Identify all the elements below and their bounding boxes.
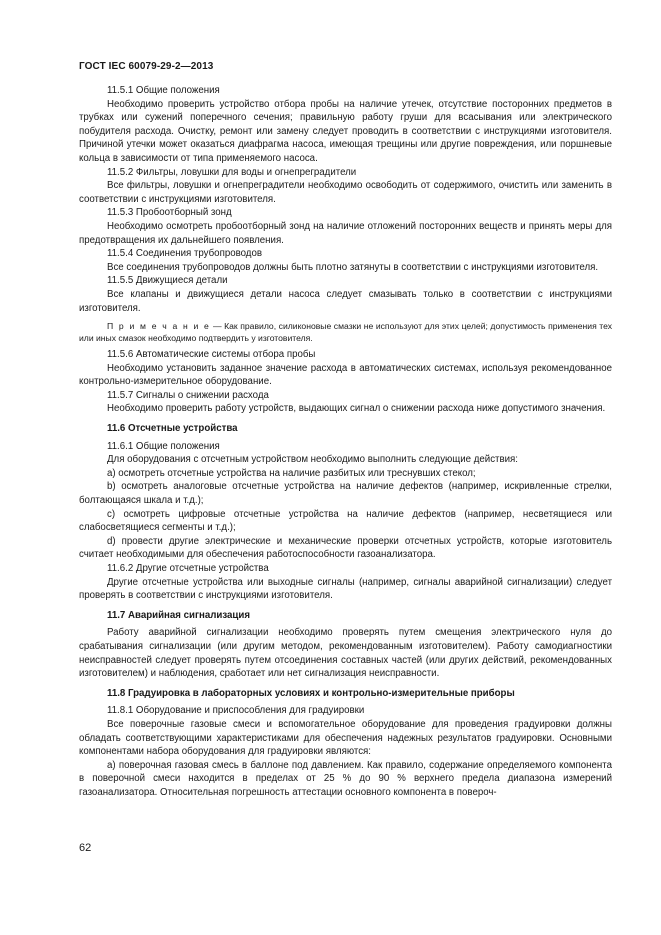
list-item-b: b) осмотреть аналоговые отсчетные устройства на наличие дефектов (например, искривленные стрелки, болтающаяся шкала и т.д.); [79,481,612,507]
list-item-a-calibration: a) поверочная газовая смесь в баллоне под давлением. Как правило, содержание определяемого компонента в поверочной смеси находится в пределах от 25 % до 90 % верхнего предела диапазона измерений газоанализатора. Относительная погрешность аттестации основного компонента в повероч- [79,759,612,798]
clause-heading-11-5-5: 11.5.5 Движущиеся детали [107,275,228,287]
clause-heading-11-5-7: 11.5.7 Сигналы о снижении расхода [107,389,269,401]
note [79,321,612,344]
clause-text-11-5-3: Необходимо осмотреть пробоотборный зонд на наличие отложений посторонних веществ и принять меры для предотвращения их дальнейшего появления. [79,220,612,246]
document-body [79,84,612,800]
clause-text-11-5-6: Необходимо установить заданное значение расхода в автоматических системах, используя рекомендованное контрольно-измерительное оборудование. [79,362,612,388]
note-label: П р и м е ч а н и е [107,321,211,332]
list-item-c: c) осмотреть цифровые отсчетные устройства на наличие дефектов (например, несветящиеся или слабосветящиеся сегменты и т.д.); [79,508,612,534]
clause-text-11-6-1: Для оборудования с отсчетным устройством необходимо выполнить следующие действия: [107,454,518,466]
clause-text-11-5-5: Все клапаны и движущиеся детали насоса следует смазывать только в соответствии с инструкциями изготовителя. [79,288,612,314]
clause-heading-11-5-4: 11.5.4 Соединения трубопроводов [107,248,262,260]
clause-text-11-5-1: Необходимо проверить устройство отбора пробы на наличие утечек, отсутствие посторонних предметов в трубках или сужений поперечного сечения; правильную работу груши для всасывания или электрического побудителя расхода. Очистку, ремонт или замену следует проводить в соответствии с инструкциями изготовителя. Причиной утечки может оказаться диафрагма насоса, имеющая трещины или другие повреждения, или поршневые кольца в зависимости от типа применяемого насоса. [79,98,612,164]
section-title-11-8: 11.8 Градуировка в лабораторных условиях и контрольно-измерительные приборы [107,687,515,699]
list-item-d: d) провести другие электрические и механические проверки отсчетных устройств, которые изготовитель считает необходимыми для обеспечения работоспособности газоанализатора. [79,535,612,561]
clause-heading-11-5-2: 11.5.2 Фильтры, ловушки для воды и огнепреградители [107,166,357,178]
clause-text-11-5-7: Необходимо проверить работу устройств, выдающих сигнал о снижении расхода ниже допустимого значения. [107,403,606,415]
clause-text-11-5-4: Все соединения трубопроводов должны быть плотно затянуты в соответствии с инструкциями изготовителя. [107,261,599,273]
list-item-a: a) осмотреть отсчетные устройства на наличие разбитых или треснувших стекол; [107,467,476,479]
clause-heading-11-5-3: 11.5.3 Пробоотборный зонд [107,207,232,219]
section-title-11-6: 11.6 Отсчетные устройства [107,423,238,435]
clause-heading-11-6-2: 11.6.2 Другие отсчетные устройства [107,563,269,574]
page-number: 62 [79,842,92,854]
clause-text-11-8-1: Все поверочные газовые смеси и вспомогательное оборудование для проведения градуировки должны обладать соответствующими характеристиками для обеспечения надежных результатов градуировки. Основными компонентами набора оборудования для градуировки являются: [79,718,612,758]
section-title-11-7: 11.7 Аварийная сигнализация [107,609,250,621]
clause-text-11-5-2: Все фильтры, ловушки и огнепреградители необходимо освободить от содержимого, очистить или заменить в соответствии с инструкциями изготовителя. [79,180,612,205]
clause-heading-11-5-6: 11.5.6 Автоматические системы отбора пробы [107,349,316,361]
document-header: ГОСТ IEC 60079-29-2—2013 [79,61,214,72]
clause-heading-11-8-1: 11.8.1 Оборудование и приспособления для градуировки [107,705,365,717]
clause-text-11-6-2: Другие отсчетные устройства или выходные сигналы (например, сигналы аварийной сигнализации) следует проверять в соответствии с инструкциями изготовителя. [79,576,612,602]
clause-heading-11-6-1: 11.6.1 Общие положения [107,440,220,452]
clause-text-11-7: Работу аварийной сигнализации необходимо проверять путем смещения электрического нуля до срабатывания сигнализации (или другим методом, рекомендованным изготовителем). Работу самодиагностики неисправностей следует проверять путем отсоединения составных частей (или других действий, рекомендованных изготовителем) и наблюдения, сработает или нет сигнализация неисправности. [79,627,612,680]
note-text: — Как правило, силиконовые смазки не используют для этих целей; допустимость применения тех или иных смазок необходимо подтвердить у изготовителя. [79,321,612,343]
clause-heading-11-5-1: 11.5.1 Общие положения [107,85,220,96]
